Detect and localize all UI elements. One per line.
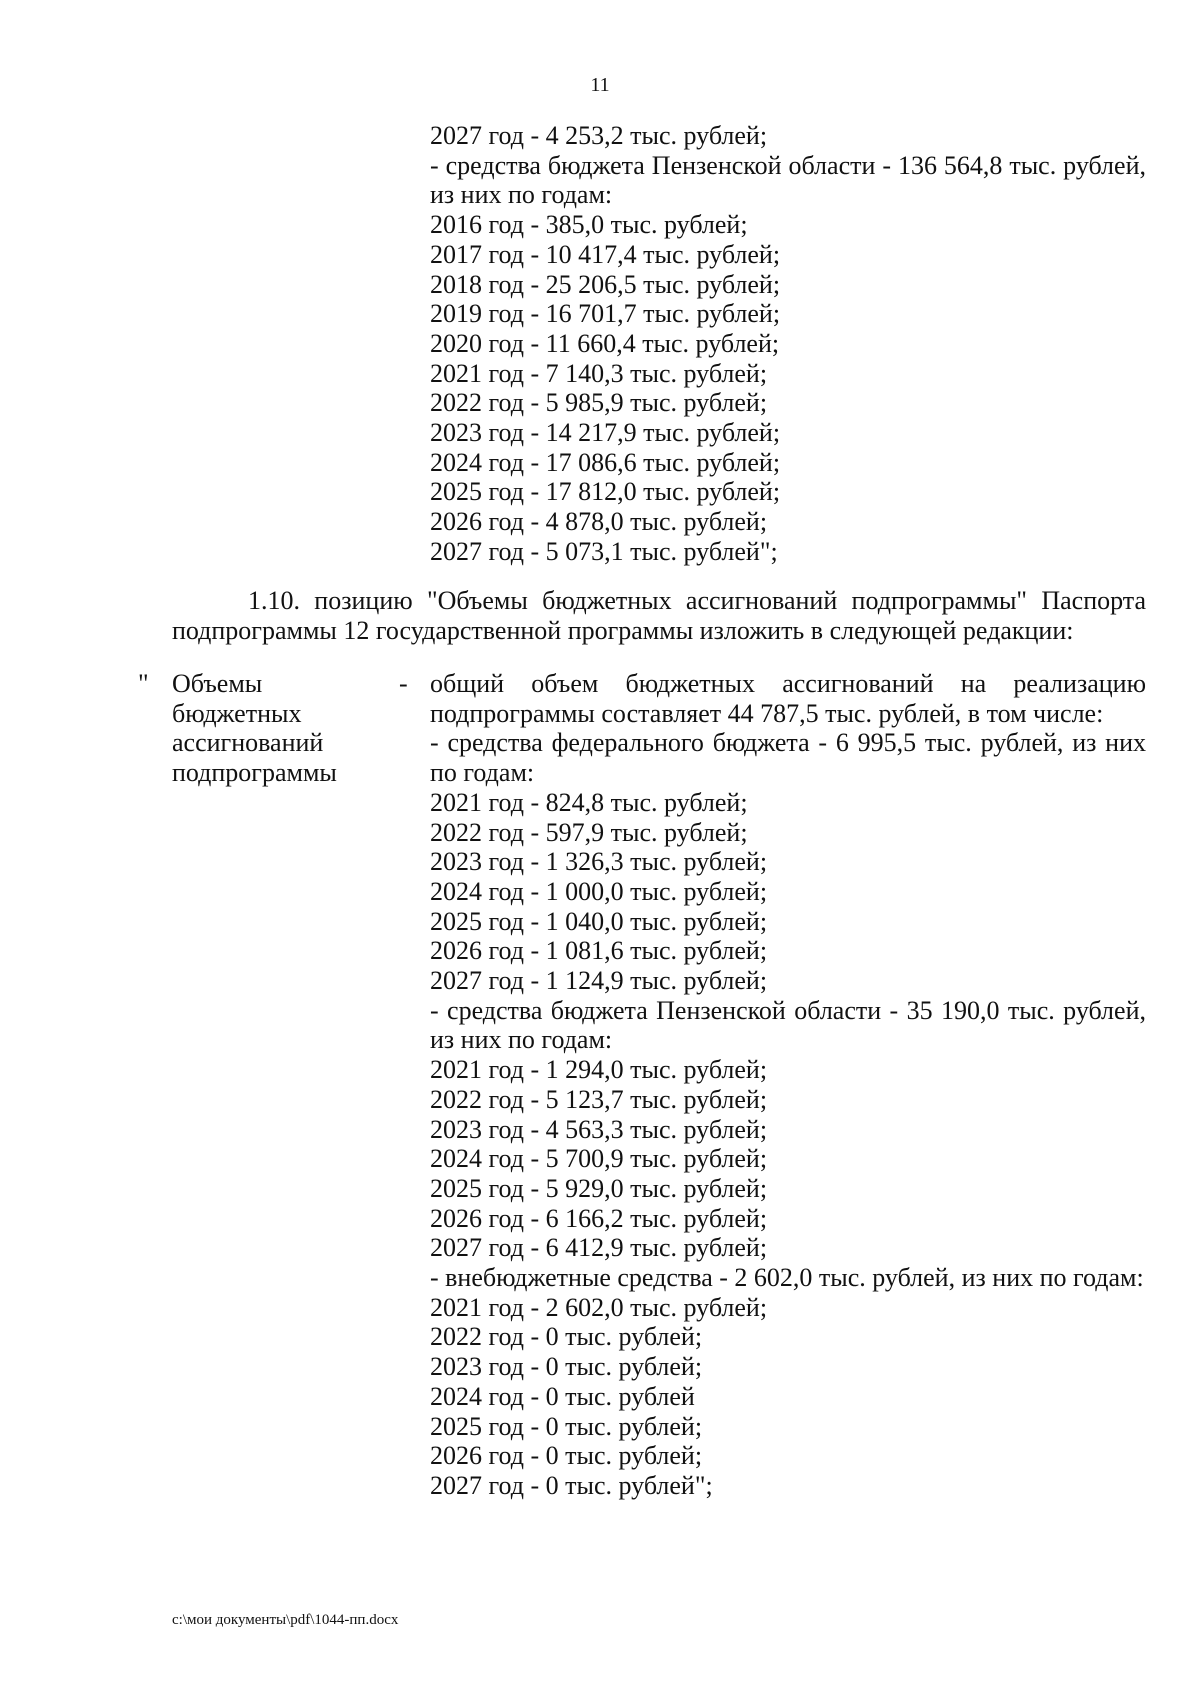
- value-line: 2025 год - 5 929,0 тыс. рублей;: [430, 1173, 768, 1203]
- value-line: 2023 год - 1 326,3 тыс. рублей;: [430, 847, 768, 877]
- funding-continuation: [430, 121, 1146, 567]
- budget-line: 2026 год - 4 878,0 тыс. рублей;: [430, 507, 768, 537]
- value-line: 2022 год - 5 123,7 тыс. рублей;: [430, 1084, 768, 1114]
- budget-line: - средства бюджета Пензенской области - 136 564,8 тыс. рублей, из них по годам:: [430, 150, 1146, 210]
- separator-dash: -: [399, 669, 408, 698]
- page-number: 11: [590, 74, 610, 96]
- value-line: 2022 год - 597,9 тыс. рублей;: [430, 817, 748, 847]
- budget-line: 2024 год - 17 086,6 тыс. рублей;: [430, 447, 781, 477]
- budget-line: 2019 год - 16 701,7 тыс. рублей;: [430, 299, 781, 329]
- budget-line: 2027 год - 5 073,1 тыс. рублей";: [430, 536, 778, 566]
- row-value: [430, 669, 1146, 1501]
- value-line: 2024 год - 1 000,0 тыс. рублей;: [430, 876, 768, 906]
- row-label-line: ассигнований: [172, 728, 324, 758]
- budget-line: 2023 год - 14 217,9 тыс. рублей;: [430, 418, 781, 448]
- value-line: 2021 год - 824,8 тыс. рублей;: [430, 787, 748, 817]
- budget-line: 2022 год - 5 985,9 тыс. рублей;: [430, 388, 768, 418]
- value-line: - средства федерального бюджета - 6 995,5 тыс. рублей, из них по годам:: [430, 728, 1146, 788]
- amendment-paragraph: [172, 586, 1146, 645]
- value-line: 2026 год - 1 081,6 тыс. рублей;: [430, 936, 768, 966]
- file-path-footer: c:\мои документы\pdf\1044-пп.docx: [172, 1612, 399, 1628]
- budget-line: 2018 год - 25 206,5 тыс. рублей;: [430, 269, 781, 299]
- value-line: 2023 год - 0 тыс. рублей;: [430, 1352, 703, 1382]
- value-line: 2024 год - 5 700,9 тыс. рублей;: [430, 1144, 768, 1174]
- value-line: - средства бюджета Пензенской области - 35 190,0 тыс. рублей, из них по годам:: [430, 995, 1146, 1055]
- budget-line: 2021 год - 7 140,3 тыс. рублей;: [430, 358, 768, 388]
- value-line: общий объем бюджетных ассигнований на реализацию подпрограммы составляет 44 787,5 тыс. рублей, в том числе:: [430, 669, 1146, 728]
- budget-line: 2025 год - 17 812,0 тыс. рублей;: [430, 477, 781, 507]
- value-line: 2027 год - 6 412,9 тыс. рублей;: [430, 1233, 768, 1263]
- row-label-line: подпрограммы: [172, 758, 337, 788]
- budget-line: 2017 год - 10 417,4 тыс. рублей;: [430, 239, 781, 269]
- value-line: 2024 год - 0 тыс. рублей: [430, 1381, 695, 1411]
- value-line: 2027 год - 0 тыс. рублей";: [430, 1470, 713, 1500]
- value-line: 2025 год - 1 040,0 тыс. рублей;: [430, 906, 768, 936]
- value-line: 2023 год - 4 563,3 тыс. рублей;: [430, 1114, 768, 1144]
- value-line: 2026 год - 0 тыс. рублей;: [430, 1441, 703, 1471]
- row-label-line: бюджетных: [172, 698, 302, 728]
- value-line: - внебюджетные средства - 2 602,0 тыс. рублей, из них по годам:: [430, 1263, 1144, 1293]
- value-line: 2027 год - 1 124,9 тыс. рублей;: [430, 966, 768, 996]
- value-line: 2025 год - 0 тыс. рублей;: [430, 1411, 703, 1441]
- budget-line: 2027 год - 4 253,2 тыс. рублей;: [430, 121, 768, 150]
- value-line: 2026 год - 6 166,2 тыс. рублей;: [430, 1203, 768, 1233]
- amendment-text: 1.10. позицию "Объемы бюджетных ассигнований подпрограммы" Паспорта подпрограммы 12 государственной программы изложить в следующей редакции:: [172, 586, 1146, 645]
- row-label: [172, 669, 372, 788]
- budget-line: 2020 год - 11 660,4 тыс. рублей;: [430, 328, 780, 358]
- value-line: 2021 год - 2 602,0 тыс. рублей;: [430, 1292, 768, 1322]
- open-quote: ": [138, 669, 149, 698]
- value-line: 2021 год - 1 294,0 тыс. рублей;: [430, 1055, 768, 1085]
- row-label-line: Объемы: [172, 669, 263, 698]
- value-line: 2022 год - 0 тыс. рублей;: [430, 1322, 703, 1352]
- budget-line: 2016 год - 385,0 тыс. рублей;: [430, 210, 748, 240]
